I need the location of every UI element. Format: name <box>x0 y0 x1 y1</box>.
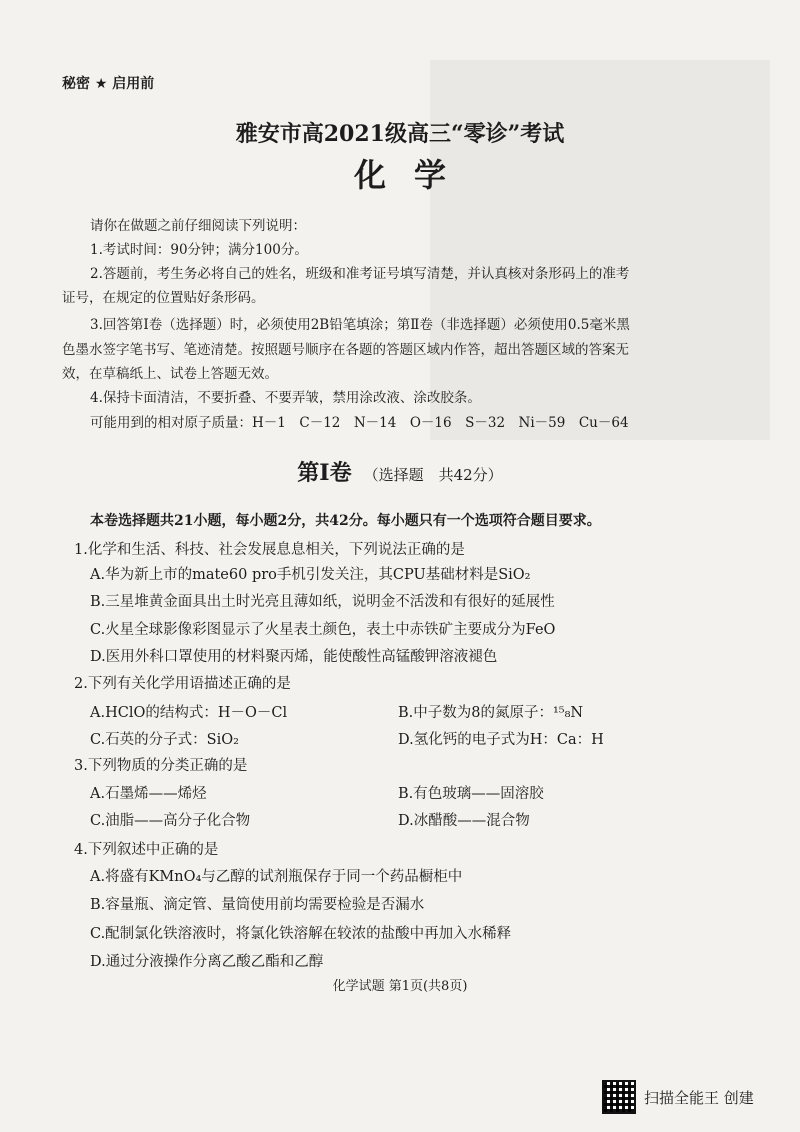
instruction-item-2-line-1: 2.答题前，考生务必将自己的姓名，班级和准考证号填写清楚，并认真核对条形码上的准考 <box>90 266 630 282</box>
question-3-stem: 3.下列物质的分类正确的是 <box>74 758 248 774</box>
exam-title: 雅安市高2021级高三“零诊”考试 <box>235 121 565 147</box>
scanner-label: 扫描全能王 创建 <box>644 1088 754 1107</box>
subject-title: 化学 <box>353 156 474 194</box>
section-1-subtitle: （选择题 共42分） <box>363 466 503 484</box>
instruction-item-3-line-3: 效，在草稿纸上、试卷上答题无效。 <box>62 366 278 382</box>
section-1-heading <box>0 456 800 487</box>
section-1-note: 本卷选择题共21小题，每小题2分，共42分。每小题只有一个选项符合题目要求。 <box>90 513 601 529</box>
question-1-option-a: A.华为新上市的mate60 pro手机引发关注，其CPU基础材料是SiO₂ <box>90 567 531 583</box>
question-2-option-c: C.石英的分子式：SiO₂ <box>90 732 239 748</box>
question-4-option-b: B.容量瓶、滴定管、量筒使用前均需要检验是否漏水 <box>90 897 425 913</box>
instruction-item-1: 1.考试时间：90分钟；满分100分。 <box>90 242 308 258</box>
page-footer: 化学试题 第1页(共8页) <box>332 979 468 994</box>
question-2-option-a: A.HClO的结构式：H－O－Cl <box>90 705 288 721</box>
question-3-option-b: B.有色玻璃——固溶胶 <box>398 786 544 802</box>
question-3-option-c: C.油脂——高分子化合物 <box>90 813 251 829</box>
question-1-option-b: B.三星堆黄金面具出土时光亮且薄如纸，说明金不活泼和有很好的延展性 <box>90 594 555 610</box>
question-2-option-b: B.中子数为8的氮原子：¹⁵₈N <box>398 705 584 721</box>
question-3-option-a: A.石墨烯——烯烃 <box>90 786 207 802</box>
question-4-stem: 4.下列叙述中正确的是 <box>74 842 219 858</box>
instruction-item-3-line-1: 3.回答第Ⅰ卷（选择题）时，必须使用2B铅笔填涂；第Ⅱ卷（非选择题）必须使用0.5毫米黑 <box>90 317 630 333</box>
question-2-option-d: D.氢化钙的电子式为H：Ca：H <box>398 732 604 748</box>
question-3-option-d: D.冰醋酸——混合物 <box>398 813 530 829</box>
question-2-stem: 2.下列有关化学用语描述正确的是 <box>74 676 291 692</box>
question-4-option-c: C.配制氯化铁溶液时，将氯化铁溶解在较浓的盐酸中再加入水稀释 <box>90 926 512 942</box>
question-4-option-d: D.通过分液操作分离乙酸乙酯和乙醇 <box>90 954 324 970</box>
instruction-item-3-line-2: 色墨水签字笔书写、笔迹清楚。按照题号顺序在各题的答题区域内作答，超出答题区域的答案无 <box>62 342 629 358</box>
instruction-item-2-line-2: 证号，在规定的位置贴好条形码。 <box>62 290 265 306</box>
qr-code-icon <box>602 1080 636 1114</box>
instruction-item-4: 4.保持卡面清洁，不要折叠、不要弄皱，禁用涂改液、涂改胶条。 <box>90 390 481 406</box>
confidential-label: 秘密 ★ 启用前 <box>62 76 155 92</box>
question-4-option-a: A.将盛有KMnO₄与乙醇的试剂瓶保存于同一个药品橱柜中 <box>90 869 463 885</box>
atomic-masses: 可能用到的相对原子质量：H－1 C－12 N－14 O－16 S－32 Ni－59 Cu－64 <box>90 415 629 431</box>
scanner-watermark <box>602 1080 754 1114</box>
instructions-intro: 请你在做题之前仔细阅读下列说明： <box>90 218 306 234</box>
question-1-option-d: D.医用外科口罩使用的材料聚丙烯，能使酸性高锰酸钾溶液褪色 <box>90 649 498 665</box>
section-1-title: 第Ⅰ卷 <box>297 460 352 486</box>
question-1-option-c: C.火星全球影像彩图显示了火星表土颜色，表土中赤铁矿主要成分为FeO <box>90 622 556 638</box>
question-1-stem: 1.化学和生活、科技、社会发展息息相关，下列说法正确的是 <box>74 542 465 558</box>
